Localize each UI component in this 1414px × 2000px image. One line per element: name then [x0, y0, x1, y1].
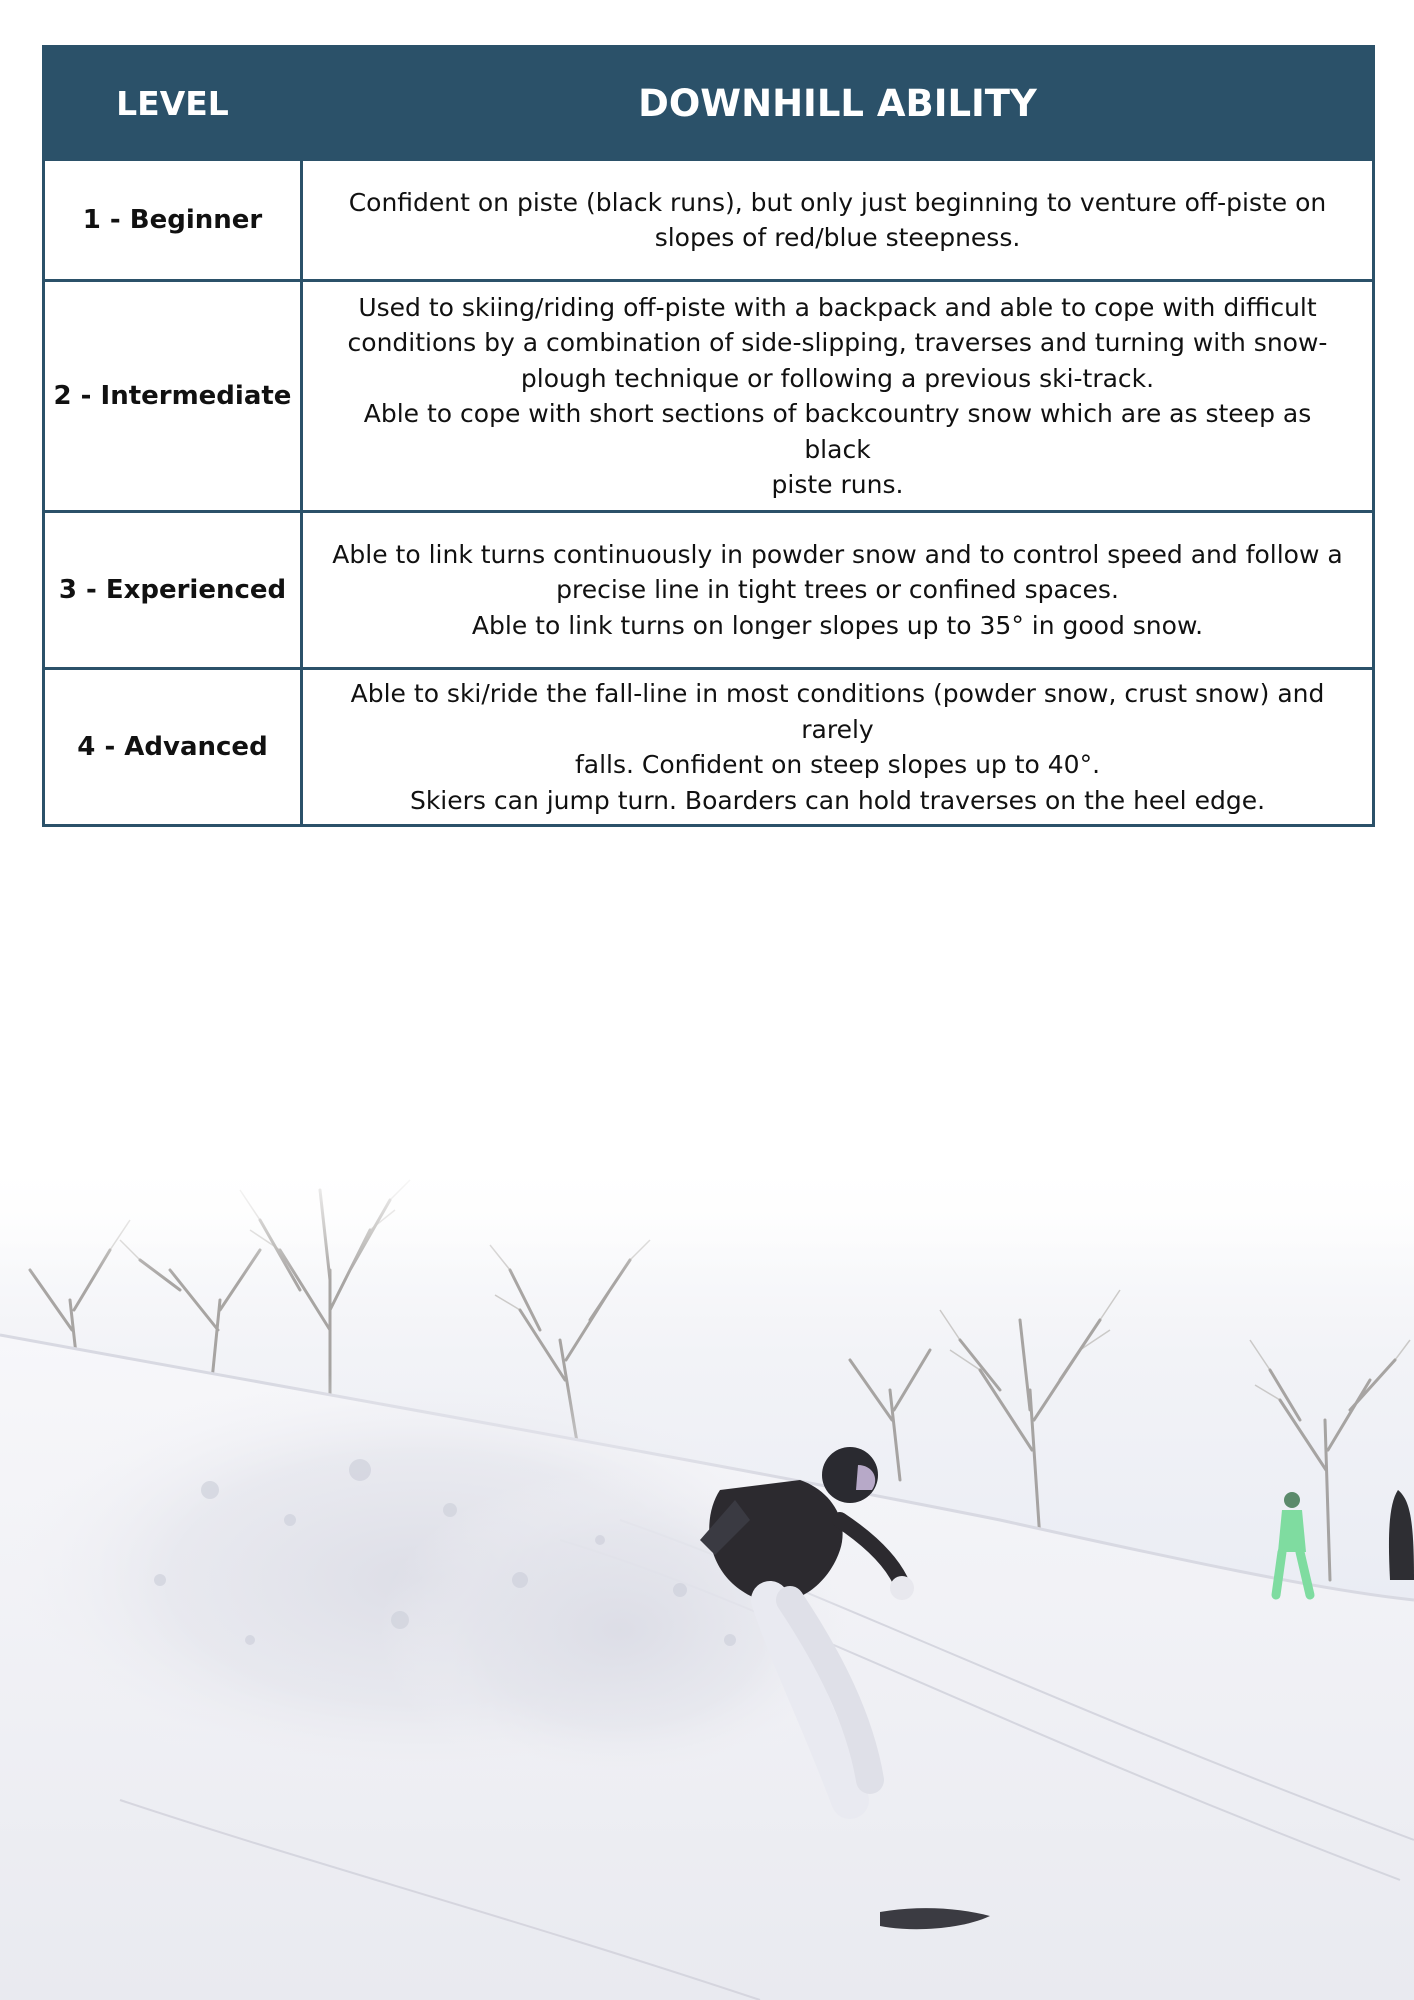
description-line: Able to link turns continuously in powder snow and to control speed and follow a [332, 539, 1343, 569]
level-column-header: LEVEL [44, 47, 302, 160]
description-line: plough technique or following a previous ski-track. [520, 363, 1155, 393]
description-line: Skiers can jump turn. Boarders can hold traverses on the heel edge. [409, 785, 1266, 815]
description-line: Able to ski/ride the fall-line in most conditions (powder snow, crust snow) and rarely [350, 679, 1325, 744]
description-line: Confident on piste (black runs), but only just beginning to venture off-piste on [348, 187, 1327, 217]
table-header-row [44, 47, 1374, 160]
table-row [44, 281, 1374, 512]
snow-scene-illustration [0, 1160, 1414, 2000]
description-line: Able to link turns on longer slopes up to 35° in good snow. [471, 610, 1204, 640]
downhill-ability-table [42, 45, 1375, 827]
table-row [44, 669, 1374, 826]
description-line: falls. Confident on steep slopes up to 40°. [574, 750, 1101, 779]
description-line: slopes of red/blue steepness. [654, 223, 1021, 252]
description-line: conditions by a combination of side-slipping, traverses and turning with snow- [347, 328, 1328, 357]
ability-description-intermediate [302, 281, 1374, 512]
ability-description-advanced [302, 669, 1374, 826]
ability-description-experienced [302, 512, 1374, 669]
description-line: piste runs. [771, 470, 904, 499]
table-row [44, 512, 1374, 669]
description-line: precise line in tight trees or confined spaces. [556, 575, 1119, 605]
level-cell-intermediate: 2 - Intermediate [44, 281, 302, 512]
level-cell-advanced: 4 - Advanced [44, 669, 302, 826]
snowboarder-powder-photo [0, 1160, 1414, 2000]
ability-column-header: DOWNHILL ABILITY [302, 47, 1374, 160]
description-line: Used to skiing/riding off-piste with a backpack and able to cope with difficult [358, 292, 1317, 322]
table-row [44, 160, 1374, 281]
level-cell-beginner: 1 - Beginner [44, 160, 302, 281]
ability-description-beginner [302, 160, 1374, 281]
description-line: Able to cope with short sections of backcountry snow which are as steep as black [363, 399, 1312, 464]
level-cell-experienced: 3 - Experienced [44, 512, 302, 669]
